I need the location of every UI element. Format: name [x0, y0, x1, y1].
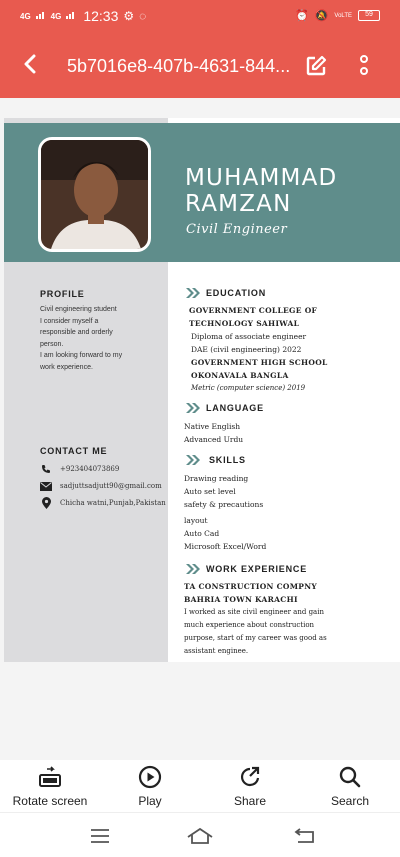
contact-address: Chicha watni,Punjab,Pakistan — [60, 499, 166, 507]
alarm-icon: ⏰ — [295, 10, 309, 22]
language-list — [184, 420, 243, 446]
home-icon — [186, 827, 214, 845]
contact-phone-row — [40, 463, 119, 475]
signal-bars-icon — [36, 10, 46, 22]
menu-icon — [90, 829, 110, 843]
contact-email: sadjuttsadjutt90@gmail.com — [60, 482, 162, 490]
work-description — [184, 606, 327, 658]
work-desc-line: assistant enginee. — [184, 647, 249, 655]
rotate-screen-label: Rotate screen — [12, 794, 88, 808]
document-title: 5b7016e8-407b-4631-844... — [67, 56, 291, 76]
back-nav-icon — [294, 828, 316, 844]
status-left — [20, 8, 146, 24]
contact-email-row — [40, 480, 162, 492]
signal-1: 4G — [20, 11, 31, 21]
skill-item: Drawing reading — [184, 474, 249, 483]
skill-item: Microsoft Excel/Word — [184, 542, 267, 551]
status-bar — [0, 0, 400, 32]
profile-line: I consider myself a — [40, 317, 99, 325]
work-company — [184, 580, 317, 606]
school2-line1: GOVERNMENT HIGH SCHOOL — [191, 358, 328, 367]
profile-photo — [38, 137, 151, 252]
work-heading: WORK EXPERIENCE — [206, 564, 308, 574]
back-nav-button[interactable] — [285, 821, 325, 851]
education-school1 — [189, 304, 317, 330]
skill-item: Auto Cad — [184, 529, 220, 538]
play-label: Play — [138, 794, 162, 808]
skills-list-2 — [184, 514, 266, 553]
whatsapp-icon: ◌ — [139, 9, 147, 23]
status-right — [295, 9, 380, 22]
battery-icon: 59 — [358, 10, 380, 21]
settings-gear-icon: ⚙ — [123, 9, 135, 23]
more-vertical-icon — [359, 55, 369, 77]
share-label: Share — [233, 794, 267, 808]
back-arrow-icon — [23, 54, 37, 74]
resume-name-line1: MUHAMMAD — [185, 165, 338, 191]
profile-line: Civil engineering student — [40, 306, 117, 313]
skill-item: safety & precautions — [184, 500, 264, 509]
company-line1: TA CONSTRUCTION COMPNY — [184, 582, 318, 591]
company-line2: BAHRIA TOWN KARACHI — [184, 595, 298, 604]
profile-text — [40, 304, 122, 373]
language-chevron-icon — [186, 403, 200, 413]
mute-icon: 🔕 — [314, 10, 329, 22]
contact-heading: CONTACT ME — [40, 446, 108, 456]
search-icon — [338, 764, 362, 790]
resume-name — [185, 165, 337, 217]
skill-item: layout — [184, 516, 208, 525]
work-desc-line: much experience about construction — [184, 621, 315, 629]
education-school2 — [191, 356, 328, 382]
school1-line2: TECHNOLOGY SAHIWAL — [189, 319, 300, 328]
edit-button[interactable] — [300, 50, 332, 82]
education-details1 — [191, 330, 306, 356]
search-button[interactable] — [305, 764, 395, 808]
profile-line: responsible and orderly — [40, 329, 113, 336]
rotate-screen-icon — [38, 764, 62, 790]
skills-chevron-icon — [186, 455, 200, 465]
phone-icon — [40, 463, 52, 475]
search-label: Search — [330, 794, 370, 808]
email-icon — [40, 480, 52, 492]
more-options-button[interactable] — [350, 50, 378, 82]
play-button[interactable] — [105, 764, 195, 808]
signal-bars-icon-2 — [66, 10, 76, 22]
resume-header-banner — [4, 123, 400, 262]
play-icon — [138, 764, 162, 790]
skills-heading: SKILLS — [209, 455, 246, 465]
back-button[interactable] — [14, 48, 46, 80]
school1-line1: GOVERNMENT COLLEGE OF — [189, 306, 318, 315]
system-navigation-bar — [0, 812, 400, 857]
profile-line: work experience. — [40, 363, 93, 371]
menu-nav-button[interactable] — [80, 821, 120, 851]
education-detail: Diploma of associate engineer — [191, 332, 307, 341]
signal-2: 4G — [50, 11, 62, 21]
language-item: Native English — [184, 422, 241, 431]
education-chevron-icon — [186, 288, 200, 298]
edit-icon — [305, 55, 327, 77]
resume-name-line2: RAMZAN — [185, 191, 292, 217]
education-heading: EDUCATION — [206, 288, 267, 298]
school2-line2: OKONAVALA BANGLA — [191, 371, 289, 380]
lte-indicator: VoLTE — [334, 12, 352, 19]
share-icon — [238, 764, 262, 790]
work-chevron-icon — [186, 564, 200, 574]
rotate-screen-button[interactable] — [5, 764, 95, 808]
education-detail3: Metric (computer science) 2019 — [191, 384, 306, 392]
contact-address-row — [40, 497, 166, 509]
app-bar — [0, 32, 400, 98]
share-button[interactable] — [205, 764, 295, 808]
document-viewer[interactable] — [0, 98, 400, 760]
location-pin-icon — [40, 497, 52, 509]
skill-item: Auto set level — [184, 487, 236, 496]
bottom-toolbar — [0, 760, 400, 812]
profile-line: I am looking forward to my — [40, 352, 123, 359]
language-item: Advanced Urdu — [184, 435, 244, 444]
skills-list-1 — [184, 472, 263, 511]
home-nav-button[interactable] — [180, 821, 220, 851]
resume-page — [4, 118, 400, 662]
work-desc-line: I worked as site civil engineer and gain — [184, 608, 324, 616]
education-detail: DAE (civil engineering) 2022 — [191, 345, 302, 354]
work-desc-line: purpose, start of my career was good as — [184, 634, 327, 642]
profile-line: person. — [40, 340, 64, 348]
contact-phone: +923404073869 — [60, 465, 120, 473]
language-heading: LANGUAGE — [206, 403, 264, 413]
status-time: 12:33 — [83, 8, 119, 24]
resume-job-title: Civil Engineer — [186, 222, 288, 237]
profile-heading: PROFILE — [40, 289, 85, 299]
